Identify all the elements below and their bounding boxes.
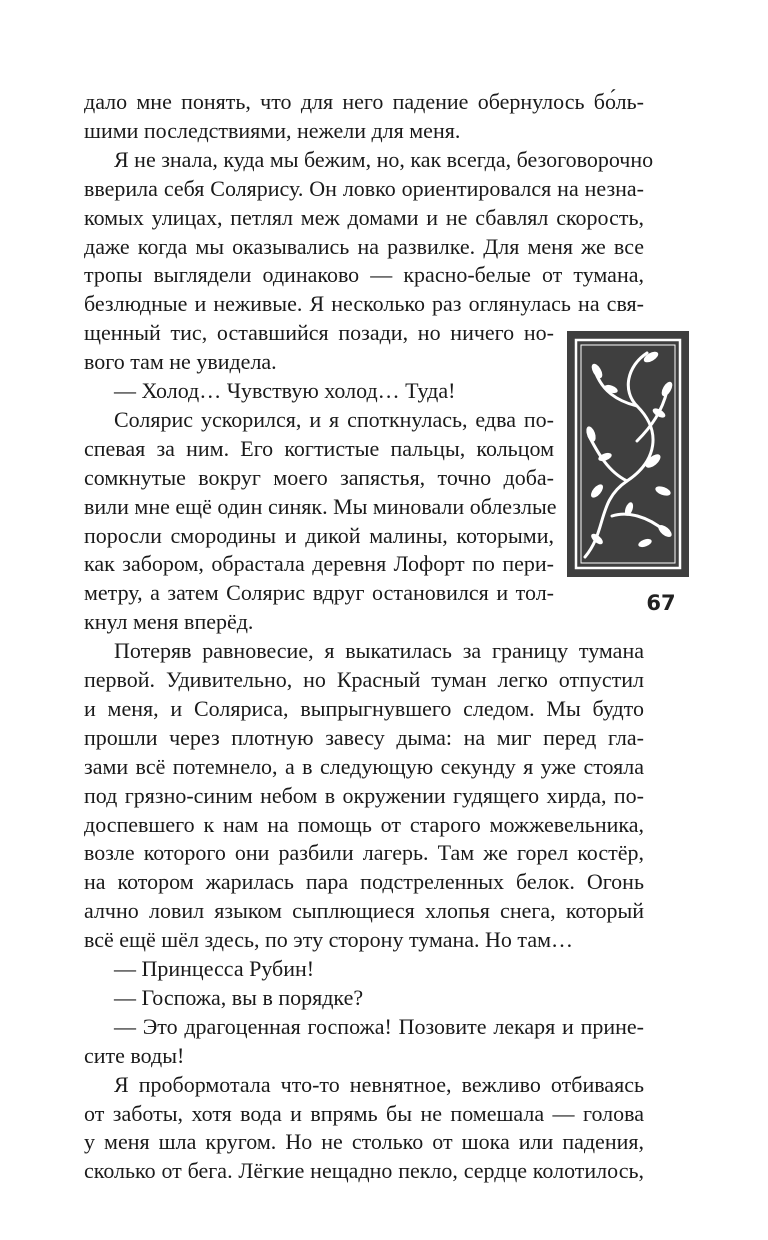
leafy-branch-panel-icon (567, 331, 689, 577)
text-line: — Госпожа, вы в порядке? (114, 984, 364, 1010)
text-line: кнул меня вперёд. (84, 609, 254, 635)
text-line: вверила себя Солярису. Он ловко ориентировался на незна- (84, 175, 644, 201)
text-line: прошли через плотную завесу дыма: на миг перед гла- (84, 724, 644, 750)
text-line: доспевшего к нам на помощь от старого можжевельника, (84, 811, 644, 837)
text-line: безлюдные и неживые. Я несколько раз оглянулась на свя- (84, 291, 644, 317)
text-line: — Это драгоценная госпожа! Позовите лекаря и прине- (114, 1013, 644, 1039)
text-line: под грязно-синим небом в окружении гудящего хирда, по- (84, 782, 644, 808)
text-line: на котором жарилась пара подстреленных белок. Огонь (84, 869, 644, 895)
text-line: как забором, обрастала деревня Лофорт по пери- (84, 551, 554, 577)
text-line: дало мне понять, что для него падение обернулось бо́ль- (84, 89, 644, 114)
text-line: — Принцесса Рубин! (114, 956, 315, 981)
text-line: Я пробормотала что-то невнятное, вежливо отбиваясь (114, 1071, 644, 1097)
text-line: Потеряв равновесие, я выкатилась за границу тумана (114, 638, 644, 664)
text-line: у меня шла кругом. Но не столько от шока или падения, (84, 1129, 644, 1155)
text-line: и меня, и Соляриса, выпрыгнувшего следом. Мы будто (84, 695, 644, 721)
text-line: вого там не увидела. (84, 349, 277, 375)
text-line: сите воды! (84, 1042, 185, 1068)
text-line: Солярис ускорился, и я споткнулась, едва по- (114, 406, 554, 432)
text-line: метру, а затем Солярис вдруг остановился и тол- (84, 580, 554, 606)
text-line: возле которого они разбили лагерь. Там же горел костёр, (84, 840, 644, 866)
text-line: вили мне ещё один синяк. Мы миновали облезлые (84, 493, 557, 519)
text-line: тропы выглядели одинаково — красно-белые от тумана, (84, 262, 644, 288)
text-line: сколько от бега. Лёгкие нещадно пекло, сердце колотилось, (84, 1158, 644, 1184)
text-line: спевая за ним. Его когтистые пальцы, кольцом (84, 435, 554, 461)
text-line: щенный тис, оставшийся позади, но ничего но- (84, 320, 554, 346)
text-line: поросли смородины и дикой малины, которыми, (84, 522, 554, 548)
text-line: даже когда мы оказывались на развилке. Для меня же все (84, 233, 644, 259)
text-line: зами всё потемнело, а в следующую секунду я уже стояла (84, 753, 644, 779)
text-line: от заботы, хотя вода и впрямь бы не помешала — голова (84, 1100, 644, 1126)
text-line: первой. Удивительно, но Красный туман легко отпустил (84, 667, 644, 692)
text-line: сомкнутые вокруг моего запястья, точно доба- (84, 464, 554, 490)
text-line: комых улицах, петлял меж домами и не сбавлял скорость, (84, 204, 644, 230)
page-number: 67 (646, 591, 676, 615)
text-line: — Холод… Чувствую холод… Туда! (114, 378, 456, 403)
text-line: всё ещё шёл здесь, по эту сторону тумана. Но там… (84, 927, 574, 953)
text-line: Я не знала, куда мы бежим, но, как всегда, безоговорочно (114, 146, 654, 172)
text-line: алчно ловил языком сыплющиеся хлопья снега, который (84, 898, 644, 924)
text-line: шими последствиями, нежели для меня. (84, 117, 461, 143)
